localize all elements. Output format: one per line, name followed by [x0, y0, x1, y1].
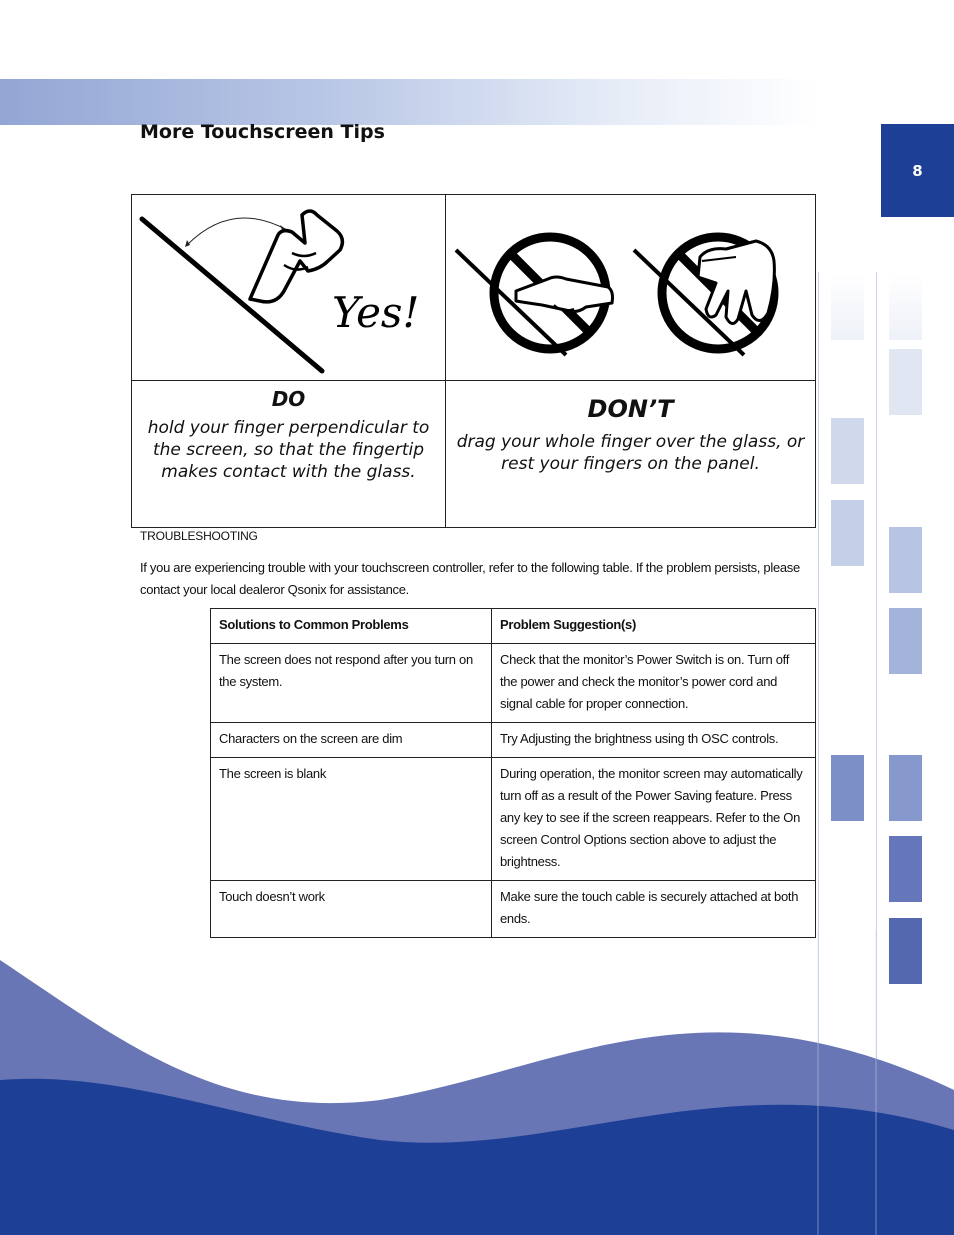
- table-row: [211, 644, 816, 723]
- page-number: 8: [912, 161, 923, 180]
- problems-table: [210, 608, 816, 938]
- suggestion-cell: Try Adjusting the brightness using th OSC controls.: [492, 723, 816, 758]
- dont-illustration-cell: [446, 195, 816, 381]
- finger-perpendicular-icon: [132, 195, 445, 376]
- table-row: [211, 723, 816, 758]
- dont-heading: DON’T: [587, 395, 674, 423]
- column-header: Solutions to Common Problems: [211, 609, 492, 644]
- column-header: Problem Suggestion(s): [492, 609, 816, 644]
- touch-tips-table: [131, 194, 816, 528]
- header-gradient-band: [0, 79, 820, 125]
- footer-wave: [0, 930, 954, 1235]
- problem-cell: The screen does not respond after you turn on the system.: [211, 644, 492, 723]
- section-label: TROUBLESHOOTING: [140, 529, 258, 543]
- yes-label: Yes!: [332, 288, 420, 337]
- dont-text: drag your whole finger over the glass, or rest your fingers on the panel.: [456, 432, 805, 474]
- table-row: [211, 881, 816, 938]
- suggestion-cell: Check that the monitor’s Power Switch is on. Turn off the power and check the monitor’s power cord and signal cable for proper connection.: [492, 644, 816, 723]
- no-dragging-icon: [446, 195, 815, 376]
- page-number-tab: [881, 124, 954, 217]
- suggestion-cell: During operation, the monitor screen may automatically turn off as a result of the Power Saving feature. Press any key to see if the screen reappears. Refer to the On screen Control Options section above to adjust the brightness.: [492, 758, 816, 881]
- do-illustration-cell: [132, 195, 446, 381]
- suggestion-cell: Make sure the touch cable is securely attached at both ends.: [492, 881, 816, 938]
- table-header-row: [211, 609, 816, 644]
- dont-tip-cell: [446, 381, 816, 528]
- do-heading: DO: [271, 387, 306, 411]
- problem-cell: The screen is blank: [211, 758, 492, 881]
- do-text: hold your finger perpendicular to the screen, so that the fingertip makes contact with the glass.: [147, 418, 430, 482]
- problem-cell: Characters on the screen are dim: [211, 723, 492, 758]
- troubleshooting-intro: If you are experiencing trouble with your touchscreen controller, refer to the following table. If the problem persists, please contact your local dealeror Qsonix for assistance.: [140, 560, 800, 597]
- table-row: [211, 758, 816, 881]
- problem-cell: Touch doesn’t work: [211, 881, 492, 938]
- page-title: More Touchscreen Tips: [140, 121, 385, 143]
- do-tip-cell: [132, 381, 446, 528]
